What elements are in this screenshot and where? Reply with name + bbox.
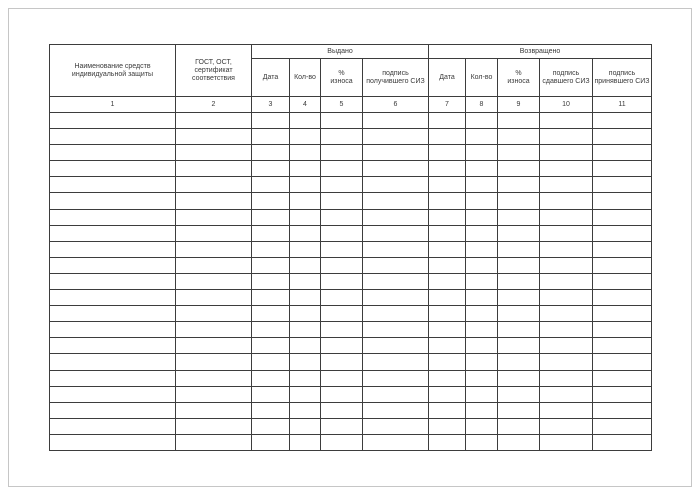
table-cell (498, 193, 540, 209)
table-cell (252, 145, 290, 161)
table-cell (321, 306, 363, 322)
table-cell (593, 402, 652, 418)
table-row (50, 177, 652, 193)
table-cell (429, 386, 466, 402)
table-cell (593, 129, 652, 145)
table-cell (321, 209, 363, 225)
table-cell (321, 193, 363, 209)
table-cell (593, 338, 652, 354)
table-cell (50, 177, 176, 193)
table-row (50, 129, 652, 145)
table-cell (50, 434, 176, 450)
table-row (50, 338, 652, 354)
table-cell (466, 290, 498, 306)
column-number: 10 (540, 97, 593, 113)
header-issued-date: Дата (252, 59, 290, 97)
table-cell (593, 306, 652, 322)
table-cell (540, 322, 593, 338)
table-cell (176, 290, 252, 306)
table-cell (429, 193, 466, 209)
table-cell (176, 338, 252, 354)
table-cell (290, 290, 321, 306)
table-cell (429, 370, 466, 386)
table-cell (498, 322, 540, 338)
table-cell (540, 225, 593, 241)
table-cell (176, 322, 252, 338)
column-number: 8 (466, 97, 498, 113)
header-ppe-name: Наименование средств индивидуальной защиты (50, 45, 176, 97)
table-cell (593, 145, 652, 161)
header-returned-signature-handed: подпись сдавшего СИЗ (540, 59, 593, 97)
table-cell (290, 338, 321, 354)
table-cell (290, 193, 321, 209)
table-cell (498, 209, 540, 225)
table-cell (498, 113, 540, 129)
table-cell (176, 386, 252, 402)
table-cell (429, 354, 466, 370)
column-number: 9 (498, 97, 540, 113)
table-cell (321, 338, 363, 354)
header-returned-wear: % износа (498, 59, 540, 97)
table-cell (593, 370, 652, 386)
table-cell (290, 209, 321, 225)
column-number: 2 (176, 97, 252, 113)
table-cell (50, 418, 176, 434)
table-cell (429, 306, 466, 322)
table-cell (252, 113, 290, 129)
table-cell (176, 370, 252, 386)
table-cell (50, 241, 176, 257)
table-cell (363, 273, 429, 289)
table-cell (252, 418, 290, 434)
table-cell (466, 113, 498, 129)
table-cell (290, 177, 321, 193)
table-cell (290, 402, 321, 418)
table-cell (176, 113, 252, 129)
header-group-row (50, 45, 652, 59)
table-cell (50, 193, 176, 209)
table-cell (252, 257, 290, 273)
table-cell (321, 290, 363, 306)
table-cell (593, 257, 652, 273)
table-cell (540, 370, 593, 386)
table-row (50, 241, 652, 257)
table-cell (321, 113, 363, 129)
table-cell (321, 322, 363, 338)
table-cell (252, 209, 290, 225)
table-cell (252, 290, 290, 306)
table-cell (176, 257, 252, 273)
table-cell (540, 193, 593, 209)
table-cell (363, 177, 429, 193)
table-cell (429, 145, 466, 161)
table-cell (498, 241, 540, 257)
table-cell (252, 273, 290, 289)
table-cell (176, 402, 252, 418)
table-cell (176, 145, 252, 161)
table-cell (252, 306, 290, 322)
table-cell (252, 354, 290, 370)
table-cell (466, 193, 498, 209)
table-cell (50, 129, 176, 145)
table-cell (466, 306, 498, 322)
table-cell (429, 113, 466, 129)
table-cell (50, 290, 176, 306)
table-cell (540, 273, 593, 289)
table-cell (466, 161, 498, 177)
table-cell (593, 241, 652, 257)
table-cell (429, 290, 466, 306)
table-cell (429, 241, 466, 257)
table-cell (290, 418, 321, 434)
table-cell (540, 290, 593, 306)
table-cell (321, 145, 363, 161)
table-cell (363, 322, 429, 338)
table-cell (252, 402, 290, 418)
table-cell (540, 177, 593, 193)
table-cell (466, 225, 498, 241)
table-cell (252, 322, 290, 338)
table-cell (176, 434, 252, 450)
table-cell (363, 113, 429, 129)
table-cell (429, 177, 466, 193)
table-cell (176, 241, 252, 257)
column-number: 7 (429, 97, 466, 113)
header-issued-quantity: Кол-во (290, 59, 321, 97)
header-issued-signature: подпись получившего СИЗ (363, 59, 429, 97)
table-cell (593, 418, 652, 434)
table-cell (498, 145, 540, 161)
table-cell (466, 177, 498, 193)
table-cell (176, 177, 252, 193)
table-cell (321, 386, 363, 402)
table-cell (321, 257, 363, 273)
table-row (50, 402, 652, 418)
table-cell (176, 273, 252, 289)
table-cell (466, 209, 498, 225)
table-cell (429, 273, 466, 289)
table-cell (498, 225, 540, 241)
table-cell (252, 370, 290, 386)
column-number: 5 (321, 97, 363, 113)
table-cell (593, 273, 652, 289)
table-cell (593, 225, 652, 241)
table-cell (540, 418, 593, 434)
table-cell (498, 370, 540, 386)
table-cell (50, 113, 176, 129)
table-cell (290, 161, 321, 177)
table-cell (176, 354, 252, 370)
table-cell (429, 322, 466, 338)
table-cell (290, 129, 321, 145)
table-cell (466, 145, 498, 161)
table-cell (321, 354, 363, 370)
table-cell (540, 338, 593, 354)
table-cell (540, 386, 593, 402)
table-cell (498, 161, 540, 177)
table-cell (321, 418, 363, 434)
table-cell (593, 354, 652, 370)
table-cell (252, 338, 290, 354)
table-cell (321, 273, 363, 289)
column-number: 1 (50, 97, 176, 113)
table-cell (540, 241, 593, 257)
table-cell (290, 322, 321, 338)
table-cell (363, 257, 429, 273)
table-cell (290, 273, 321, 289)
header-issued-wear: % износа (321, 59, 363, 97)
table-cell (252, 434, 290, 450)
table-cell (498, 402, 540, 418)
column-number: 11 (593, 97, 652, 113)
table-cell (498, 273, 540, 289)
table-cell (50, 370, 176, 386)
table-cell (50, 273, 176, 289)
header-returned-date: Дата (429, 59, 466, 97)
table-cell (429, 434, 466, 450)
table-cell (252, 129, 290, 145)
table-cell (466, 322, 498, 338)
table-cell (50, 354, 176, 370)
table-row (50, 434, 652, 450)
table-cell (290, 306, 321, 322)
table-cell (466, 338, 498, 354)
table-cell (498, 434, 540, 450)
table-cell (498, 129, 540, 145)
table-cell (540, 354, 593, 370)
header-issued-group: Выдано (252, 45, 429, 59)
table-cell (498, 338, 540, 354)
header-returned-signature-accepted: подпись принявшего СИЗ (593, 59, 652, 97)
table-cell (363, 225, 429, 241)
table-cell (540, 145, 593, 161)
table-cell (498, 354, 540, 370)
table-cell (50, 338, 176, 354)
table-cell (540, 402, 593, 418)
table-cell (593, 193, 652, 209)
table-cell (363, 338, 429, 354)
table-cell (429, 402, 466, 418)
table-cell (50, 306, 176, 322)
table-cell (252, 225, 290, 241)
table-header (50, 45, 652, 113)
table-cell (252, 386, 290, 402)
table-cell (290, 386, 321, 402)
table-cell (593, 434, 652, 450)
table-row (50, 322, 652, 338)
table-cell (363, 306, 429, 322)
table-body (50, 113, 652, 451)
table-cell (466, 386, 498, 402)
table-row (50, 161, 652, 177)
table-cell (466, 129, 498, 145)
table-cell (498, 290, 540, 306)
table-row (50, 290, 652, 306)
table-cell (176, 418, 252, 434)
table-cell (290, 145, 321, 161)
header-standard-certificate: ГОСТ, ОСТ, сертификат соответствия (176, 45, 252, 97)
table-cell (540, 306, 593, 322)
column-number: 6 (363, 97, 429, 113)
table-row (50, 193, 652, 209)
table-cell (429, 418, 466, 434)
table-cell (50, 145, 176, 161)
table-cell (176, 129, 252, 145)
table-cell (176, 161, 252, 177)
table-cell (593, 322, 652, 338)
table-cell (290, 434, 321, 450)
table-cell (429, 129, 466, 145)
table-cell (429, 225, 466, 241)
table-cell (321, 434, 363, 450)
table-row (50, 418, 652, 434)
table-cell (176, 306, 252, 322)
table-cell (321, 129, 363, 145)
table-cell (466, 370, 498, 386)
table-cell (363, 418, 429, 434)
table-cell (176, 209, 252, 225)
table-cell (50, 209, 176, 225)
table-cell (429, 338, 466, 354)
table-cell (363, 290, 429, 306)
table-cell (540, 129, 593, 145)
table-cell (290, 354, 321, 370)
table-cell (540, 209, 593, 225)
table-cell (429, 209, 466, 225)
table-row (50, 354, 652, 370)
table-row (50, 113, 652, 129)
table-cell (593, 113, 652, 129)
table-cell (498, 386, 540, 402)
table-cell (363, 129, 429, 145)
table-cell (498, 177, 540, 193)
table-row (50, 386, 652, 402)
table-cell (429, 257, 466, 273)
table-row (50, 370, 652, 386)
table-cell (290, 113, 321, 129)
table-cell (176, 193, 252, 209)
table-row (50, 145, 652, 161)
table-cell (498, 418, 540, 434)
ppe-issue-table (49, 44, 652, 451)
table-cell (363, 370, 429, 386)
table-cell (50, 402, 176, 418)
table-row (50, 225, 652, 241)
table-cell (363, 193, 429, 209)
table-cell (466, 354, 498, 370)
table-cell (176, 225, 252, 241)
table-row (50, 257, 652, 273)
table-cell (50, 225, 176, 241)
table-cell (363, 354, 429, 370)
table-cell (321, 241, 363, 257)
table-cell (363, 161, 429, 177)
table-cell (498, 257, 540, 273)
column-number-row (50, 97, 652, 113)
table-cell (290, 257, 321, 273)
table-cell (466, 257, 498, 273)
table-cell (321, 370, 363, 386)
table-row (50, 209, 652, 225)
table-cell (252, 193, 290, 209)
table-cell (321, 225, 363, 241)
table-cell (50, 161, 176, 177)
table-cell (593, 209, 652, 225)
table-cell (50, 257, 176, 273)
table-cell (290, 225, 321, 241)
table-cell (540, 113, 593, 129)
table-cell (593, 161, 652, 177)
table-cell (429, 161, 466, 177)
table-cell (466, 418, 498, 434)
table-cell (321, 177, 363, 193)
table-cell (290, 241, 321, 257)
table-cell (50, 386, 176, 402)
table-cell (498, 306, 540, 322)
table-cell (363, 434, 429, 450)
table-row (50, 306, 652, 322)
table-cell (540, 434, 593, 450)
table-cell (593, 386, 652, 402)
table-cell (593, 290, 652, 306)
table-cell (540, 257, 593, 273)
column-number: 4 (290, 97, 321, 113)
table-cell (593, 177, 652, 193)
table-cell (363, 386, 429, 402)
table-cell (321, 402, 363, 418)
table-cell (466, 241, 498, 257)
table-cell (290, 370, 321, 386)
table-cell (540, 161, 593, 177)
table-cell (252, 177, 290, 193)
table-cell (252, 161, 290, 177)
table-cell (363, 241, 429, 257)
table-cell (50, 322, 176, 338)
table-cell (252, 241, 290, 257)
table-cell (363, 209, 429, 225)
header-returned-group: Возвращено (429, 45, 652, 59)
table-cell (363, 402, 429, 418)
table-cell (466, 434, 498, 450)
table-cell (466, 402, 498, 418)
table-cell (321, 161, 363, 177)
table-row (50, 273, 652, 289)
header-returned-quantity: Кол-во (466, 59, 498, 97)
column-number: 3 (252, 97, 290, 113)
table-cell (466, 273, 498, 289)
table-cell (363, 145, 429, 161)
